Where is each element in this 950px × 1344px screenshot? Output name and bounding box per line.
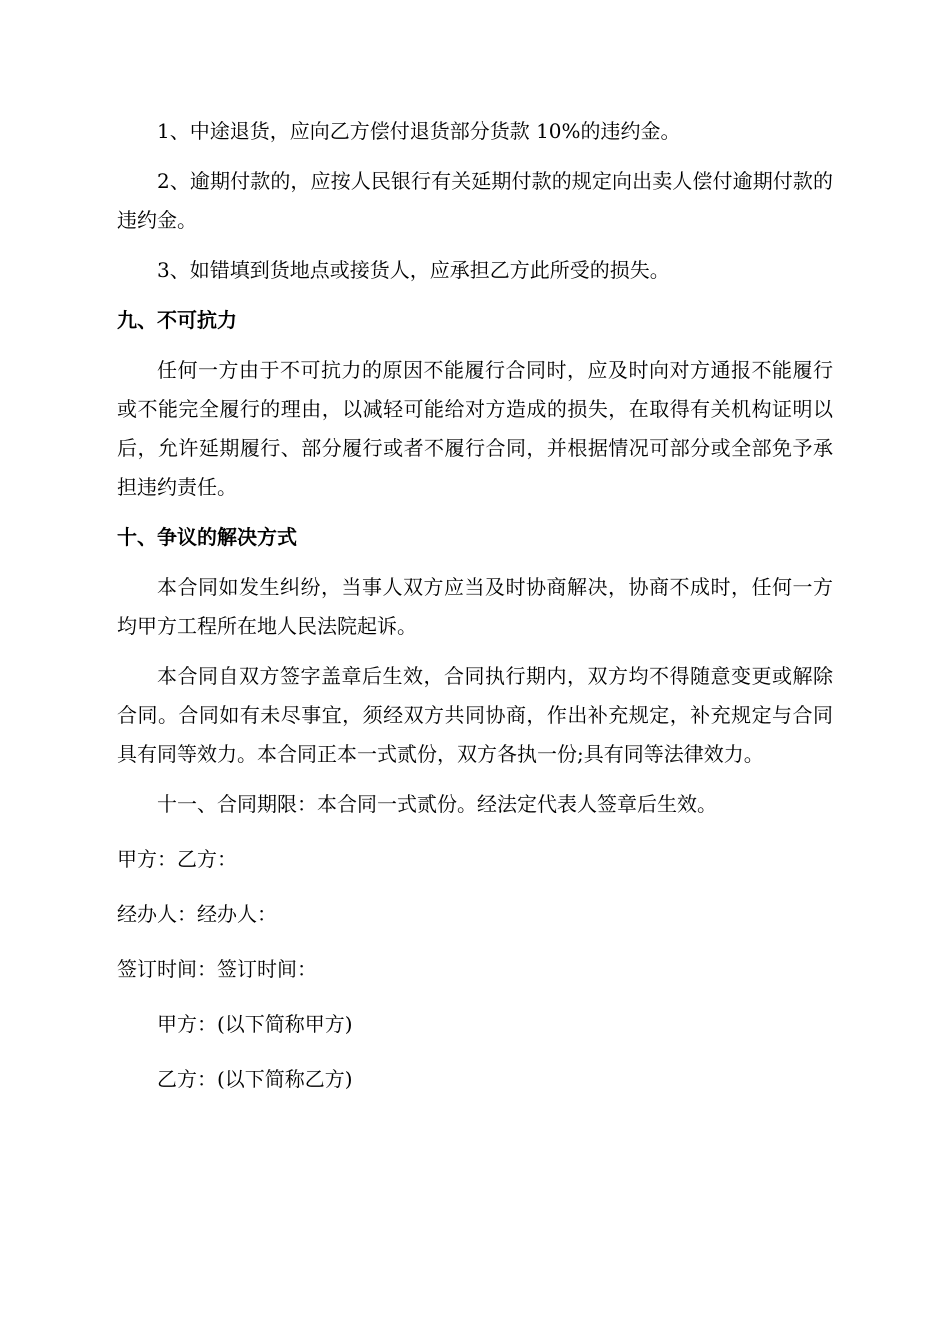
force-majeure-paragraph: 任何一方由于不可抗力的原因不能履行合同时，应及时向对方通报不能履行或不能完全履行的理由，以减轻可能给对方造成的损失，在取得有关机构证明以后，允许延期履行、部分履行或者不履行合同，并根据情况可部分或全部免予承担违约责任。 — [117, 358, 833, 499]
dispute-paragraph: 本合同如发生纠纷，当事人双方应当及时协商解决，协商不成时，任何一方均甲方工程所在地人民法院起诉。 — [117, 575, 833, 638]
contract-term-paragraph: 十一、合同期限：本合同一式贰份。经法定代表人签章后生效。 — [157, 792, 717, 816]
document-body — [117, 112, 833, 1099]
signature-dates-line: 签订时间：签订时间： — [117, 957, 317, 981]
breach-clause-2: 2、逾期付款的，应按人民银行有关延期付款的规定向出卖人偿付逾期付款的违约金。 — [117, 169, 833, 232]
breach-clause-1: 1、中途退货，应向乙方偿付退货部分货款 10%的违约金。 — [157, 119, 681, 143]
section-heading-force-majeure: 九、不可抗力 — [117, 308, 237, 332]
party-a-line: 甲方：(以下简称甲方) — [157, 1012, 353, 1036]
breach-clause-3: 3、如错填到货地点或接货人，应承担乙方此所受的损失。 — [157, 258, 670, 282]
signature-handlers-line: 经办人：经办人： — [117, 902, 277, 926]
effectiveness-paragraph: 本合同自双方签字盖章后生效，合同执行期内，双方均不得随意变更或解除合同。合同如有未尽事宜，须经双方共同协商，作出补充规定，补充规定与合同具有同等效力。本合同正本一式贰份，双方各执一份;具有同等法律效力。 — [117, 664, 833, 766]
section-heading-dispute-resolution: 十、争议的解决方式 — [117, 525, 297, 549]
party-b-line: 乙方：(以下简称乙方) — [157, 1067, 353, 1091]
signature-parties-line: 甲方：乙方： — [117, 847, 237, 871]
